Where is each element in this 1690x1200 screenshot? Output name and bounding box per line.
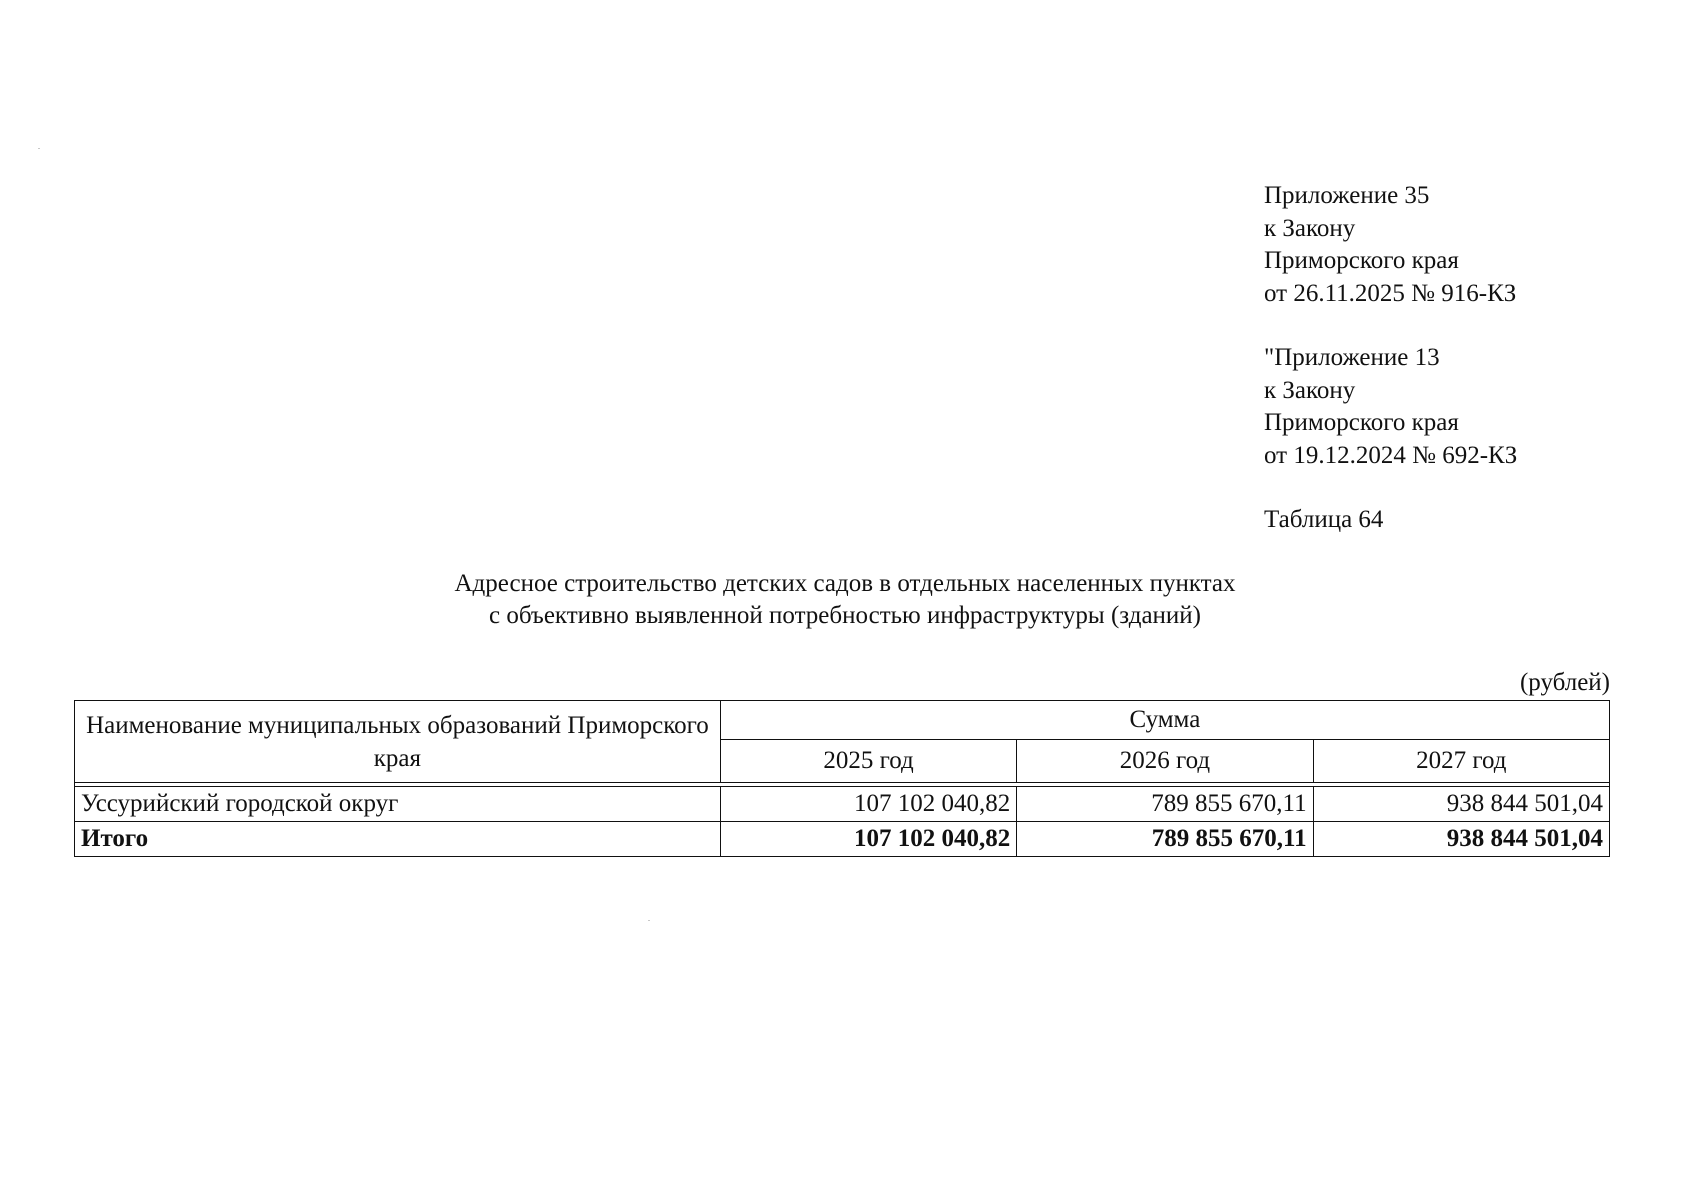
total-label: Итого [75,822,721,857]
row-value-2027: 938 844 501,04 [1313,787,1609,822]
annex-block [1264,180,1517,537]
title-line-1: Адресное строительство детских садов в отдельных населенных пунктах [454,570,1236,597]
total-value-2027: 938 844 501,04 [1313,822,1609,857]
total-row [75,822,1610,857]
units-label: (рублей) [1519,669,1610,696]
annex-line: к Закону [1264,214,1356,242]
table-row [75,787,1610,822]
annex-line: от 19.12.2024 № 692-КЗ [1264,441,1518,469]
annex-line: Приморского края [1264,409,1459,436]
total-value-2025: 107 102 040,82 [720,822,1016,857]
header-year-2026: 2026 год [1017,740,1313,783]
row-value-2026: 789 855 670,11 [1017,787,1313,822]
scan-speck [648,920,650,921]
header-sum: Сумма [720,701,1609,740]
title-line-2: с объективно выявленной потребностью инфраструктуры (зданий) [488,602,1202,629]
table-number: Таблица 64 [1264,506,1384,533]
annex-line: к Закону [1264,376,1356,404]
annex-line: Приморского края [1264,247,1459,274]
header-row [75,701,1610,740]
scan-speck [38,148,40,149]
header-year-2027: 2027 год [1313,740,1609,783]
total-value-2026: 789 855 670,11 [1017,822,1313,857]
annex-line: "Приложение 13 [1264,344,1440,371]
row-value-2025: 107 102 040,82 [720,787,1016,822]
row-municipality-name: Уссурийский городской округ [75,787,721,822]
document-title [0,568,1690,632]
header-municipality: Наименование муниципальных образований Приморского края [75,701,721,783]
budget-table [74,700,1610,857]
annex-line: от 26.11.2025 № 916-КЗ [1264,279,1517,307]
annex-line: Приложение 35 [1264,182,1430,209]
header-year-2025: 2025 год [720,740,1016,783]
